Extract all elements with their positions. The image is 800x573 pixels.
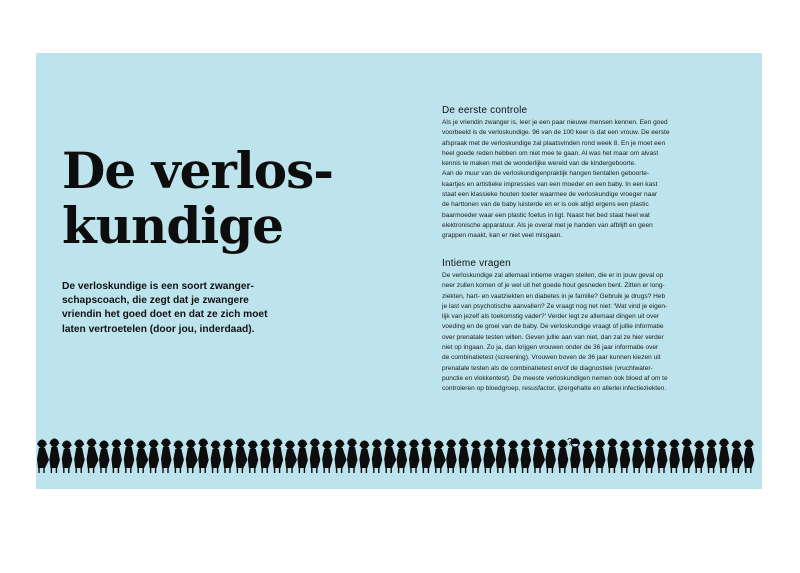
queue-figure	[87, 439, 99, 474]
title-line: De verlos-	[62, 141, 334, 200]
intro-line: vriendin het goed doet en dat ze zich moet	[62, 309, 268, 321]
queue-figure	[37, 440, 49, 474]
queue-figure	[744, 440, 755, 474]
queue-figure	[273, 439, 284, 474]
queue-figure	[223, 440, 234, 474]
queue-figure	[496, 439, 507, 474]
queue-figure	[198, 439, 209, 474]
queue-figure	[136, 441, 148, 474]
queue-figure	[322, 441, 333, 474]
body-line: je last van psychotische aanvallen? Ze vraagt nog net niet: 'Wat vind je eigen-	[442, 302, 668, 310]
queue-figure	[310, 439, 321, 474]
body-line: ziekten, hart- en vaatziekten en diabetes in je familie? Gebruik je drugs? Heb	[442, 292, 666, 300]
queue-figure	[731, 441, 743, 474]
body-line: afspraak met de verloskundige zal plaatsvinden rond week 8. En je moet een	[442, 139, 666, 147]
queue-figure	[372, 440, 383, 474]
intro-line: schapscoach, die zegt dat je zwangere	[62, 295, 249, 307]
body-line: de combinatietest (screening). Vrouwen boven de 36 jaar kunnen kiezen uit	[442, 354, 661, 362]
body-line: baarmoeder waar een plastic foetus in ligt. Naast het bed staat heel wat	[442, 211, 650, 219]
queue-figure	[533, 439, 545, 474]
body-line: voeding en de groei van de baby. De verloskundige vraagt of jullie informatie	[442, 323, 664, 331]
body-line: controleren op bloedgroep, resusfactor, ijzergehalte en allerlei infectieziekten.	[442, 385, 667, 393]
queue-figure	[607, 439, 618, 474]
queue-figure	[186, 440, 198, 474]
section-intieme-vragen	[442, 258, 738, 395]
section-heading: De eerste controle	[442, 105, 528, 116]
body-line: neer zullen komen of je wel uit het goede hout gesneden bent. Zitten er long-	[442, 282, 665, 290]
queue-figure	[694, 441, 705, 474]
section-eerste-controle	[442, 105, 738, 242]
body-line: over prenatale testen willen. Geven jullie aan van niet, dan zal ze hier verder	[442, 333, 664, 341]
body-line: punctie en vlokkentest). De meeste verloskundigen nemen ook bloed af om te	[442, 374, 668, 382]
queue-figure	[434, 441, 446, 474]
queue-figure	[620, 441, 631, 474]
queue-figure	[49, 439, 60, 474]
body-line: voorbeeld is de verloskundige. 96 van de 100 keer is dat een vrouw. De eerste	[442, 129, 670, 137]
queue-figure	[347, 439, 358, 474]
queue-figure	[645, 439, 656, 474]
queue-figure	[99, 441, 110, 474]
queue-figure	[583, 441, 595, 474]
queue-figure	[297, 440, 308, 474]
queue-figure	[545, 441, 556, 474]
silhouette-queue-icon	[36, 435, 762, 475]
queue-figure	[149, 440, 160, 474]
intro-line: laten vertroetelen (door jou, inderdaad).	[62, 323, 255, 335]
intro-line: De verloskundige is een soort zwanger-	[62, 281, 254, 292]
queue-figure	[471, 441, 482, 474]
queue-figure	[161, 439, 172, 474]
queue-figure	[669, 440, 680, 474]
section-body	[442, 118, 738, 242]
queue-figure	[521, 440, 532, 474]
body-line: prenatale testen als de combinatietest en/of de diagnostiek (vruchtwater-	[442, 364, 653, 372]
queue-figure	[483, 440, 495, 474]
question-mark: ?	[567, 437, 573, 448]
queue-figure	[359, 441, 370, 474]
queue-figure	[421, 439, 432, 474]
body-line: grappen maakt, kan er niet veel misgaan.	[442, 232, 563, 240]
queue-figure	[211, 441, 222, 474]
title-line: kundige	[62, 196, 284, 255]
queue-figure	[248, 441, 258, 474]
queue-figure	[335, 440, 347, 474]
body-line: Als je vriendin zwanger is, leer je een paar nieuwe mensen kennen. Een goed	[442, 119, 668, 126]
body-line: niet op ingaan. Zo ja, dan krijgen vrouwen onder de 36 jaar informatie over	[442, 344, 659, 352]
body-line: de harttonen van de baby luisterde en er is ook altijd ergens een plastic	[442, 201, 649, 209]
queue-figure	[384, 439, 396, 474]
queue-figure	[508, 441, 519, 474]
body-line: staat een klassieke houten toeter waarmee de verloskundige vroeger naar	[442, 191, 658, 199]
queue-figure	[446, 440, 457, 474]
queue-figure	[124, 439, 135, 474]
body-line: kennis te maken met de wonderlijke wereld van de kindergeboorte.	[442, 160, 636, 168]
queue-figure	[707, 440, 718, 474]
queue-figure	[595, 440, 606, 474]
book-spread	[36, 53, 762, 489]
queue-figure	[285, 441, 297, 474]
queue-figure	[657, 441, 668, 474]
body-line: elektronische apparatuur. Als je overal met je handen van afblijft en geen	[442, 221, 653, 229]
queue-figure	[62, 441, 73, 474]
body-line: Aan de muur van de verloskundigenpraktijk hangen tientallen geboorte-	[442, 170, 650, 178]
body-line: De verloskundige zal allemaal intieme vragen stellen, die er in jouw geval op	[442, 272, 664, 279]
section-body	[442, 271, 738, 395]
intro-paragraph	[62, 280, 302, 337]
queue-figure	[235, 439, 247, 474]
queue-figure	[111, 440, 122, 474]
queue-figure	[682, 439, 694, 474]
body-line: lijk van jezelf als toekomstig vader?' Verder legt ze allemaal dingen uit over	[442, 313, 660, 321]
body-line: kaartjes en artistieke impressies van een moeder en een baby. In een kast	[442, 180, 658, 188]
queue-figure	[74, 440, 85, 474]
queue-figure	[260, 440, 271, 474]
queue-figure	[632, 440, 644, 474]
section-heading: Intieme vragen	[442, 258, 511, 269]
body-line: heel goede reden hebben om niet mee te gaan. Al was het maar om alvast	[442, 149, 659, 157]
queue-figure	[173, 441, 184, 474]
queue-figure	[719, 439, 730, 474]
page-title	[62, 143, 392, 253]
queue-figure	[459, 439, 470, 474]
queue-figure	[397, 441, 408, 474]
queue-figure	[409, 440, 420, 474]
